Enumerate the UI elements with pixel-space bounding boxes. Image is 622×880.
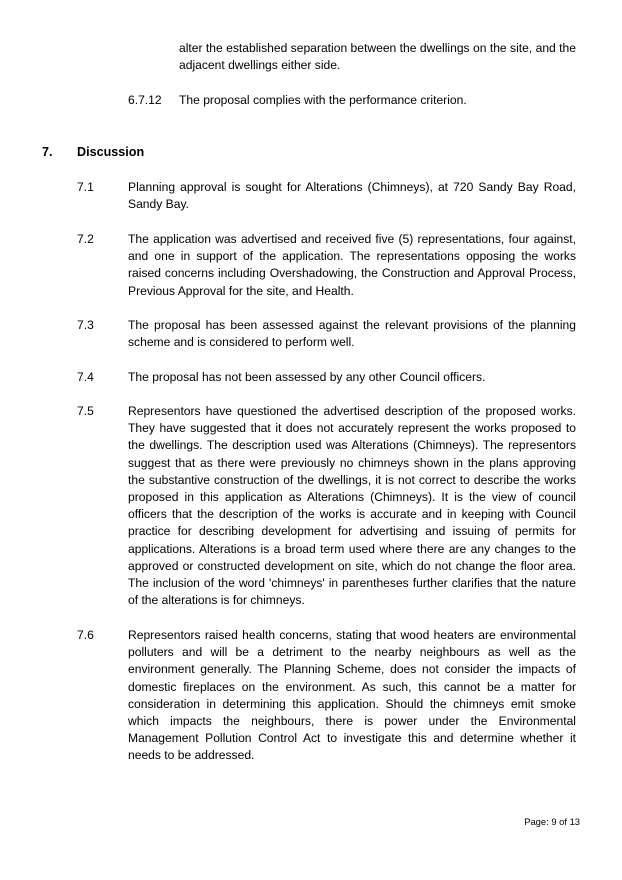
paragraph-text-7-1: Planning approval is sought for Alterations (Chimneys), at 720 Sandy Bay Road, Sandy Bay.: [128, 180, 576, 212]
section-title: Discussion: [77, 145, 145, 159]
paragraph-number-7-5: 7.5: [77, 404, 94, 418]
item-number-6-7-12: 6.7.12: [128, 93, 162, 107]
continuation-paragraph: alter the established separation between the dwellings on the site, and the adjacent dwellings either side.: [179, 41, 576, 73]
page-number: Page: 9 of 13: [524, 816, 580, 827]
paragraph-number-7-4: 7.4: [77, 370, 94, 384]
paragraph-text-7-5: Representors have questioned the advertised description of the proposed works. They have suggested that it does not accurately represent the works proposed to the dwellings. The description used was Alterations (Chimneys). The representors suggest that as there were previously no chimneys shown in the plans approving the substantive construction of the dwellings, it is not correct to describe the works proposed in this application as Alterations (Chimneys). It is the view of council officers that the description of the works is accurate and in keeping with Council practice for describing development for advertising and issuing of permits for applications. Alterations is a broad term used where there are any changes to the approved or constructed development on site, which do not change the floor area. The inclusion of the word 'chimneys' in parentheses further clarifies that the nature of the alterations is for chimneys.: [128, 404, 576, 608]
item-text-6-7-12: The proposal complies with the performance criterion.: [179, 93, 467, 107]
paragraph-number-7-2: 7.2: [77, 232, 94, 246]
paragraph-number-7-3: 7.3: [77, 318, 94, 332]
paragraph-text-7-2: The application was advertised and received five (5) representations, four against, and one in support of the application. The representations opposing the works raised concerns including Overshadowing, the Construction and Approval Process, Previous Approval for the site, and Health.: [128, 232, 576, 298]
paragraph-number-7-1: 7.1: [77, 180, 94, 194]
section-number: 7.: [42, 145, 53, 159]
paragraph-text-7-4: The proposal has not been assessed by any other Council officers.: [128, 370, 486, 384]
paragraph-text-7-3: The proposal has been assessed against the relevant provisions of the planning scheme and is considered to perform well.: [128, 318, 576, 350]
paragraph-number-7-6: 7.6: [77, 628, 94, 642]
paragraph-text-7-6: Representors raised health concerns, stating that wood heaters are environmental polluters and will be a detriment to the nearby neighbours as well as the environment generally. The Planning Scheme, does not consider the impacts of domestic fireplaces on the environment. As such, this cannot be a matter for consideration in determining this application. Should the chimneys emit smoke which impacts the neighbours, there is power under the Environmental Management Pollution Control Act to investigate this and determine whether it needs to be addressed.: [128, 628, 576, 763]
